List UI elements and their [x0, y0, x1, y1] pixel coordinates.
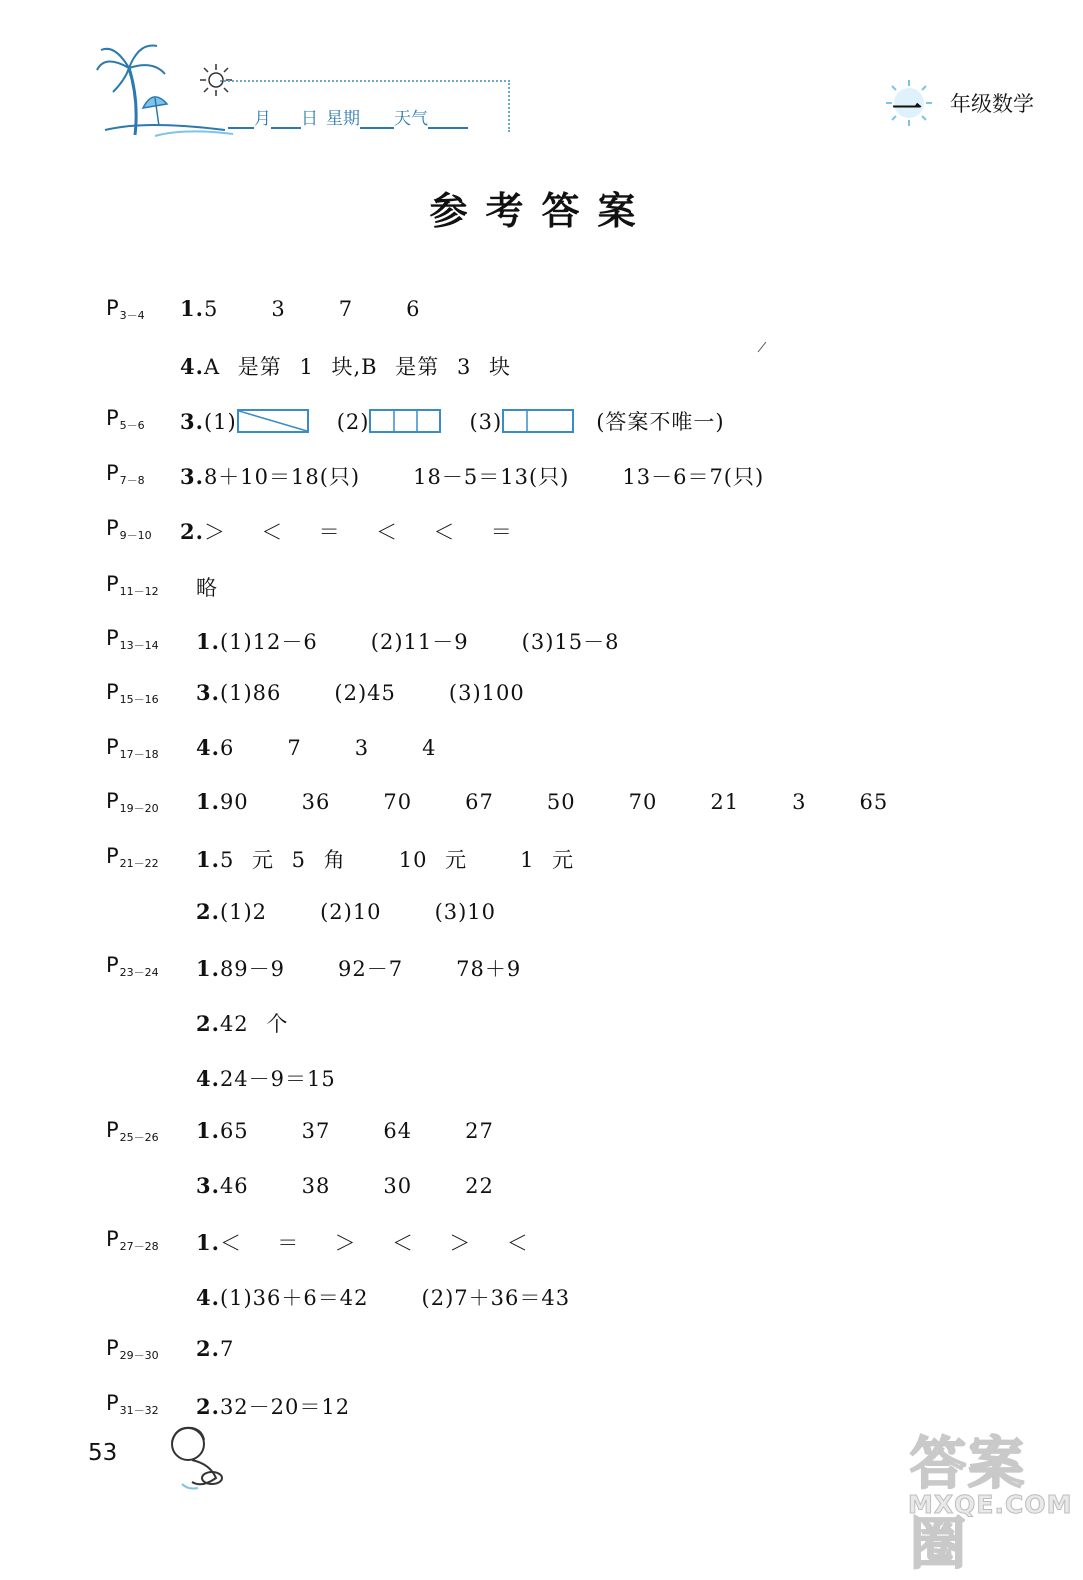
grade-number: 一 [892, 92, 922, 127]
page-title: 参考答案 [429, 189, 654, 233]
answer-text: 1.90 36 70 67 50 70 21 3 65 [196, 789, 889, 814]
page-range-label: $P_{9-10}$ [106, 516, 152, 542]
answer-row [0, 1336, 1083, 1370]
date-day-label: 日 [301, 109, 318, 129]
reading-child-illustration [162, 1422, 232, 1492]
answer-row-p5-6 [0, 406, 1083, 440]
date-weather-label: 天气 [394, 109, 428, 129]
page-range-label: $P_{17-18}$ [106, 735, 159, 761]
answer-text: 2.32－20＝12 [196, 1394, 351, 1419]
answer-row [0, 1008, 1083, 1042]
answer-row [0, 1118, 1083, 1152]
answer-text: 1.65 37 64 27 [196, 1118, 494, 1143]
page-range-label [106, 1063, 107, 1089]
answer-row [0, 351, 1083, 385]
answer-row [0, 296, 1083, 330]
page-range-label [106, 899, 107, 925]
answer-text: 1.5 元 5 角 10 元 1 元 [196, 847, 575, 872]
page-range-label [106, 1282, 107, 1308]
answer-text: 1.89－9 92－7 78＋9 [196, 956, 522, 981]
answer-text: 4.24－9＝15 [196, 1066, 336, 1091]
page-range-label [106, 1008, 107, 1034]
answer-text: 2.42 个 [196, 1011, 289, 1036]
answer-text: 3.(1)86 (2)45 (3)100 [196, 680, 525, 705]
answer-row [0, 899, 1083, 933]
answer-text: 2.(1)2 (2)10 (3)10 [196, 899, 497, 924]
page-range-label: $P_{29-30}$ [106, 1336, 159, 1362]
month-blank [228, 111, 254, 129]
answer-row [0, 1173, 1083, 1207]
answer-text: 1.(1)12－6 (2)11－9 (3)15－8 [196, 629, 620, 654]
option-box-2 [369, 409, 441, 433]
weather-blank [428, 111, 468, 129]
grade-label [884, 78, 1064, 128]
page-range-label: $P_{31-32}$ [106, 1391, 159, 1417]
answer-text: 2.＞ ＜ ＝ ＜ ＜ ＝ [180, 519, 513, 544]
page-range-label [106, 1173, 107, 1199]
answer-text: 3.46 38 30 22 [196, 1173, 494, 1198]
page-range-label: $P_{11-12}$ [106, 572, 159, 598]
answer-row [0, 516, 1083, 550]
page-range-label: $P_{25-26}$ [106, 1118, 159, 1144]
page-range-label: $P_{3-4}$ [106, 296, 145, 322]
page-range-label: $P_{27-28}$ [106, 1227, 159, 1253]
page-range-label [106, 351, 107, 377]
answer-row [0, 572, 1083, 606]
answer-text: 略 [196, 576, 218, 600]
grade-subject: 年级数学 [950, 92, 1034, 116]
page-range-label: $P_{15-16}$ [106, 680, 159, 706]
page-range-label: $P_{19-20}$ [106, 789, 159, 815]
date-month-label: 月 [254, 109, 271, 129]
date-week-label: 星期 [326, 109, 360, 129]
answer-text: 1.＜ ＝ ＞ ＜ ＞ ＜ [196, 1230, 529, 1255]
answer-row [0, 461, 1083, 495]
answer-row [0, 735, 1083, 769]
answer-row [0, 680, 1083, 714]
answer-text: 1.5 3 7 6 [180, 296, 421, 321]
answer-row [0, 1227, 1083, 1261]
option-box-1 [237, 409, 309, 433]
answer-row [0, 1282, 1083, 1316]
answer-text: 4.6 7 3 4 [196, 735, 437, 760]
answer-text: 2.7 [196, 1336, 235, 1361]
answer-text: 3.(1) (2) (3) (答案不唯一) [180, 409, 725, 434]
page-range-label: $P_{7-8}$ [106, 461, 145, 487]
answer-row [0, 626, 1083, 660]
answer-text: 4.A 是第 1 块,B 是第 3 块 [180, 354, 511, 379]
week-blank [360, 111, 394, 129]
watermark-logo: 答案圈 [910, 1432, 1026, 1577]
answer-text: 3.8＋10＝18(只) 18－5＝13(只) 13－6＝7(只) [180, 464, 765, 489]
option-box-3 [502, 409, 574, 433]
page-range-label: $P_{13-14}$ [106, 626, 159, 652]
page-number: 53 [88, 1440, 118, 1466]
date-line [228, 104, 468, 128]
answer-row [0, 1063, 1083, 1097]
watermark-url: MXQE.COM [908, 1490, 1073, 1519]
answer-row [0, 789, 1083, 823]
watermark [900, 1420, 1080, 1577]
page-range-label: $P_{21-22}$ [106, 844, 159, 870]
page-range-label: $P_{5-6}$ [106, 406, 145, 432]
answer-row [0, 844, 1083, 878]
day-blank [271, 111, 301, 129]
page-range-label: $P_{23-24}$ [106, 953, 159, 979]
answer-row [0, 953, 1083, 987]
answer-text: 4.(1)36＋6＝42 (2)7＋36＝43 [196, 1285, 571, 1310]
